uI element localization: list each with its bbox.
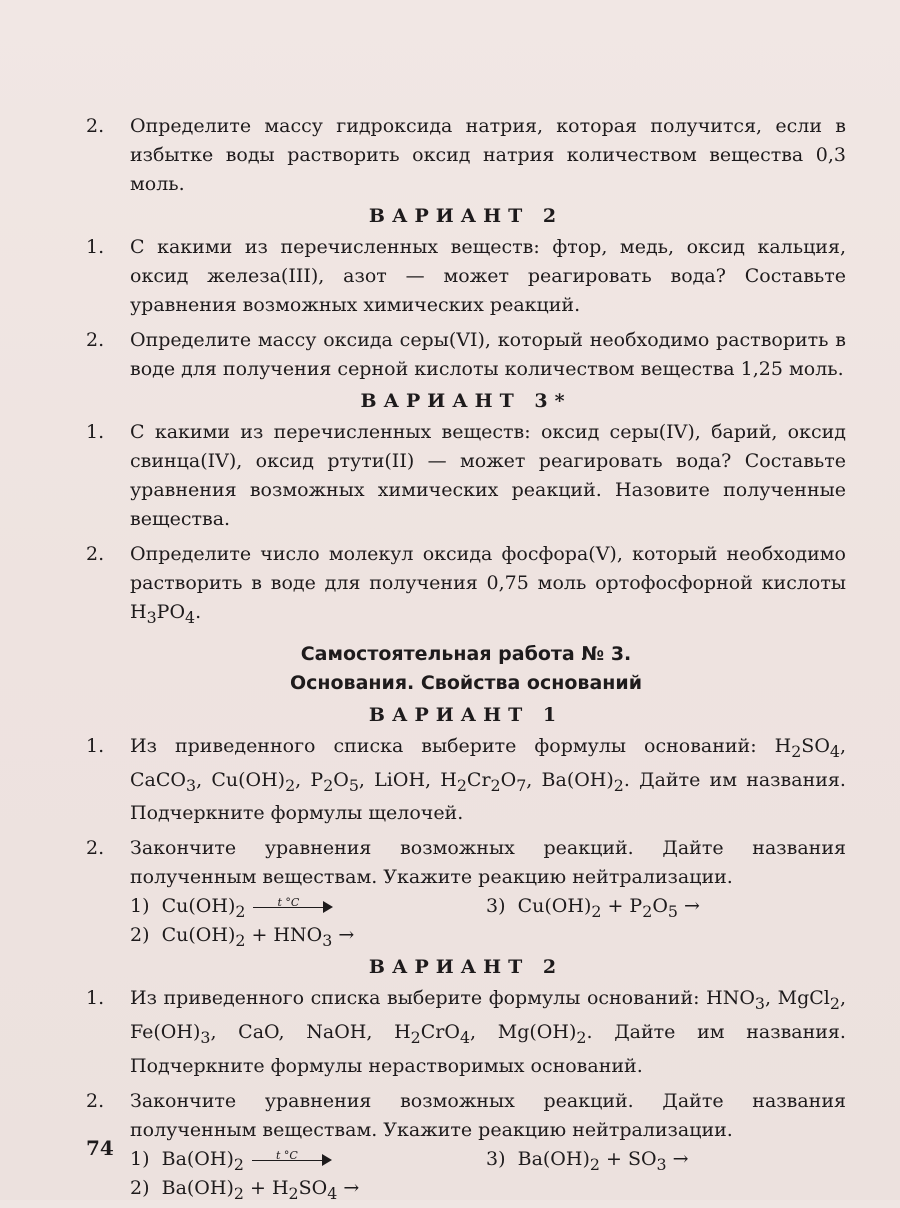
sub: 2 <box>285 775 296 795</box>
task-item <box>86 732 846 829</box>
sub: 2 <box>233 1154 244 1174</box>
f: LiOH <box>374 768 426 791</box>
task-text: Закончите уравнения возможных реакций. Дайте названия полученным веществам. Укажите реакцию нейтрализации. <box>130 837 846 889</box>
sub: 2 <box>456 775 467 795</box>
f: CrO <box>420 1021 460 1044</box>
sub: 2 <box>591 902 602 922</box>
sub: 2 <box>576 1027 587 1047</box>
variant-heading: ВАРИАНТ 2 <box>368 956 564 979</box>
task-text: Закончите уравнения возможных реакций. Дайте названия полученным веществам. Укажите реакцию нейтрализации. <box>130 1089 846 1141</box>
text-part: Дайте им названия. Подчеркните формулы нерастворимых оснований. <box>130 1021 846 1077</box>
f: , <box>278 1021 307 1044</box>
r: + HNO <box>245 924 323 947</box>
sub: 2 <box>589 1154 600 1174</box>
sub: 2 <box>829 994 840 1014</box>
r: 2) <box>130 924 150 947</box>
task-number: 1. <box>86 734 105 757</box>
f: Fe(OH) <box>130 1021 201 1044</box>
f: P <box>310 768 324 791</box>
f: NaOH <box>306 1021 367 1044</box>
r: + H <box>243 1176 289 1199</box>
r: → <box>332 924 355 947</box>
sub: 4 <box>459 1027 471 1047</box>
sub: 2 <box>288 1183 299 1203</box>
sub: 7 <box>516 775 527 795</box>
f: Cr <box>466 768 491 791</box>
reaction-row <box>86 1145 846 1174</box>
sub: 2 <box>233 1183 244 1203</box>
task-text: С какими из перечисленных веществ: фтор, медь, оксид кальция, оксид железа(III), азот — может реагировать вода? Составьте уравнения возможных химических реакций. <box>130 236 846 316</box>
task-number: 2. <box>86 543 105 565</box>
f: Ba(OH) <box>541 768 614 791</box>
sub: 3 <box>185 775 197 795</box>
f: SO <box>801 734 830 757</box>
task-item <box>86 984 846 1081</box>
r: Ba(OH) <box>161 1147 234 1170</box>
r: Ba(OH) <box>161 1176 234 1199</box>
f: , <box>839 987 846 1010</box>
sub: 2 <box>323 775 334 795</box>
reaction-row <box>86 892 846 921</box>
f: , <box>765 987 778 1010</box>
sub: 2 <box>490 775 501 795</box>
sub: 3 <box>754 994 765 1014</box>
r: 1) <box>130 1147 150 1170</box>
f: CaO <box>238 1021 279 1044</box>
task-item <box>86 233 846 320</box>
r: → <box>337 1176 360 1199</box>
sub: 3 <box>322 931 333 951</box>
reaction <box>130 921 354 955</box>
text-part: Из приведенного списка выберите формулы оснований: <box>130 987 700 1010</box>
f: H <box>774 734 792 757</box>
f: HNO <box>706 987 755 1010</box>
sub: 5 <box>348 775 359 795</box>
text-part: Из приведенного списка выберите формулы оснований: <box>130 734 757 757</box>
f: , <box>358 768 375 791</box>
task-number: 1. <box>86 421 105 443</box>
f: , <box>425 768 441 791</box>
r: → <box>677 895 700 918</box>
task-text <box>130 984 846 1081</box>
task-number: 2. <box>86 837 105 860</box>
task-item <box>86 540 846 632</box>
heat-label: t °C <box>277 896 300 910</box>
task-item <box>86 834 846 892</box>
heat-arrow-icon <box>251 896 333 914</box>
r: Cu(OH) <box>161 895 236 918</box>
f: . <box>586 1021 593 1044</box>
text-part: . <box>195 601 202 623</box>
page-content <box>86 112 846 1203</box>
task-number: 2. <box>86 329 105 351</box>
sub: 3 <box>200 1027 211 1047</box>
f: H <box>394 1021 411 1044</box>
variant-heading: ВАРИАНТ 1 <box>368 703 564 726</box>
r: Ba(OH) <box>517 1147 590 1170</box>
task-text: Определите массу оксида серы(VI), который необходимо растворить в воде для получения серной кислоты количеством вещества 1,25 моль. <box>130 329 846 380</box>
f: , <box>839 734 847 757</box>
r: + SO <box>599 1147 657 1170</box>
reaction-row <box>86 1174 846 1203</box>
reaction <box>130 1174 359 1208</box>
sub: 3 <box>656 1154 667 1174</box>
r: Cu(OH) <box>517 895 592 918</box>
sub: 2 <box>613 775 624 795</box>
sub: 2 <box>235 931 246 951</box>
page-number: 74 <box>86 1136 114 1160</box>
sub: 2 <box>642 902 653 922</box>
task-number: 2. <box>86 115 105 137</box>
text-part: Дайте им названия. Подчеркните формулы щелочей. <box>130 768 846 825</box>
r: 3) <box>486 895 506 918</box>
task-text <box>130 540 846 632</box>
text-part: Определите число молекул оксида фосфора(V), который необходимо растворить в воде для получения 0,75 моль ортофосфорной кислоты H <box>130 543 846 623</box>
r: → <box>666 1147 689 1170</box>
sub: 5 <box>667 902 678 922</box>
f: MgCl <box>777 987 830 1010</box>
r: SO <box>298 1176 328 1199</box>
f: H <box>440 768 457 791</box>
f: , <box>526 768 542 791</box>
f: O <box>333 768 349 791</box>
r: 3) <box>486 1147 506 1170</box>
task-text: Определите массу гидроксида натрия, которая получится, если в избытке воды растворить оксид натрия количеством вещества 0,3 моль. <box>130 115 846 195</box>
r: 2) <box>130 1176 150 1199</box>
f: , <box>295 768 311 791</box>
f: , <box>196 768 212 791</box>
sub: 4 <box>327 1183 338 1203</box>
sub: 2 <box>235 902 246 922</box>
sub: 2 <box>410 1027 421 1047</box>
heat-arrow-icon <box>250 1148 332 1167</box>
reaction-row <box>86 921 846 950</box>
f: , <box>366 1021 395 1044</box>
section-title: Самостоятельная работа № 3. <box>300 642 632 665</box>
task-item <box>86 112 846 199</box>
f: Cu(OH) <box>211 768 286 791</box>
task-number: 1. <box>86 987 105 1010</box>
r: 1) <box>130 895 150 918</box>
task-number: 1. <box>86 236 105 258</box>
variant-heading: ВАРИАНТ 2 <box>368 205 564 227</box>
task-text: С какими из перечисленных веществ: оксид серы(IV), барий, оксид свинца(IV), оксид ртути(II) — может реагировать вода? Составьте уравнения возможных химических реакций. Назовите полученные вещества. <box>130 421 846 530</box>
task-item <box>86 1087 846 1145</box>
task-text <box>130 732 846 829</box>
task-number: 2. <box>86 1089 105 1112</box>
sub: 4 <box>829 741 840 761</box>
r: Cu(OH) <box>161 924 236 947</box>
text-part: PO <box>156 601 186 623</box>
f: , <box>210 1021 239 1044</box>
task-item <box>86 418 846 534</box>
f: Mg(OH) <box>497 1021 577 1044</box>
f: , <box>470 1021 498 1044</box>
subscript: 4 <box>185 607 196 627</box>
task-item <box>86 326 846 384</box>
r: + P <box>601 895 643 918</box>
variant-heading: ВАРИАНТ 3* <box>360 390 572 412</box>
r: O <box>652 895 668 918</box>
f: O <box>500 768 517 791</box>
f: CaCO <box>130 768 186 791</box>
heat-label: t °C <box>276 1148 298 1162</box>
f: . <box>623 768 630 791</box>
subscript: 3 <box>146 607 157 627</box>
section-subtitle: Основания. Свойства оснований <box>289 671 643 694</box>
sub: 2 <box>791 741 802 761</box>
